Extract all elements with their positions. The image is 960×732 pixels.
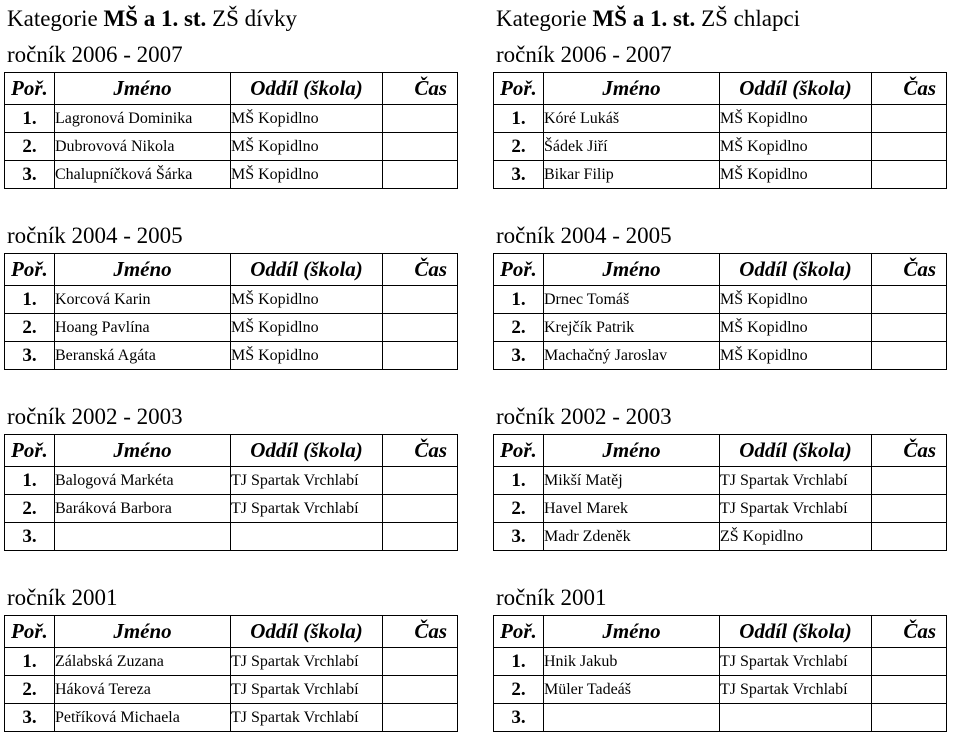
results-table bbox=[493, 434, 947, 551]
table-row bbox=[494, 648, 947, 676]
club-cell: TJ Spartak Vrchlabí bbox=[231, 467, 383, 495]
time-cell bbox=[383, 676, 458, 704]
club-cell: TJ Spartak Vrchlabí bbox=[231, 704, 383, 732]
table-row bbox=[5, 495, 458, 523]
time-cell bbox=[383, 314, 458, 342]
name-cell: Müler Tadeáš bbox=[544, 676, 720, 704]
results-section bbox=[4, 400, 459, 551]
name-cell: Bikar Filip bbox=[544, 161, 720, 189]
rank-cell: 3. bbox=[494, 704, 544, 732]
rank-cell: 3. bbox=[5, 523, 55, 551]
rank-cell: 2. bbox=[494, 495, 544, 523]
table-row bbox=[5, 467, 458, 495]
results-section bbox=[4, 581, 459, 732]
rank-cell: 2. bbox=[5, 314, 55, 342]
club-cell: MŠ Kopidlno bbox=[231, 342, 383, 370]
table-row bbox=[494, 704, 947, 732]
time-cell bbox=[383, 133, 458, 161]
table-row bbox=[494, 676, 947, 704]
section-spacer bbox=[493, 551, 948, 581]
table-row bbox=[494, 523, 947, 551]
rank-cell: 1. bbox=[494, 467, 544, 495]
header-name: Jméno bbox=[544, 73, 720, 105]
name-cell: Hoang Pavlína bbox=[55, 314, 231, 342]
club-cell: MŠ Kopidlno bbox=[231, 105, 383, 133]
header-club: Oddíl (škola) bbox=[231, 254, 383, 286]
header-name: Jméno bbox=[544, 254, 720, 286]
section-spacer bbox=[4, 189, 459, 219]
name-cell: Baráková Barbora bbox=[55, 495, 231, 523]
table-row bbox=[494, 105, 947, 133]
category-title-prefix: Kategorie bbox=[7, 6, 104, 31]
year-title: ročník 2001 bbox=[496, 585, 607, 610]
header-club: Oddíl (škola) bbox=[720, 616, 872, 648]
results-table bbox=[493, 615, 947, 732]
table-row bbox=[494, 133, 947, 161]
header-time: Čas bbox=[383, 435, 458, 467]
header-club: Oddíl (škola) bbox=[231, 616, 383, 648]
table-row bbox=[5, 314, 458, 342]
category-title-girls bbox=[4, 0, 459, 38]
year-title: ročník 2002 - 2003 bbox=[7, 404, 183, 429]
header-rank: Poř. bbox=[494, 254, 544, 286]
club-cell: MŠ Kopidlno bbox=[720, 342, 872, 370]
table-row bbox=[494, 467, 947, 495]
name-cell: Petříková Michaela bbox=[55, 704, 231, 732]
table-row bbox=[5, 648, 458, 676]
club-cell: MŠ Kopidlno bbox=[231, 286, 383, 314]
girls-column bbox=[4, 0, 459, 732]
results-table bbox=[493, 72, 947, 189]
name-cell: Zálabská Zuzana bbox=[55, 648, 231, 676]
table-header-row bbox=[494, 616, 947, 648]
header-club: Oddíl (škola) bbox=[231, 73, 383, 105]
rank-cell: 2. bbox=[5, 133, 55, 161]
time-cell bbox=[383, 105, 458, 133]
club-cell: MŠ Kopidlno bbox=[231, 314, 383, 342]
time-cell bbox=[872, 161, 947, 189]
header-time: Čas bbox=[383, 254, 458, 286]
club-cell: MŠ Kopidlno bbox=[720, 133, 872, 161]
boys-column bbox=[493, 0, 948, 732]
results-section bbox=[493, 400, 948, 551]
name-cell: Madr Zdeněk bbox=[544, 523, 720, 551]
time-cell bbox=[383, 467, 458, 495]
time-cell bbox=[383, 161, 458, 189]
results-section bbox=[493, 38, 948, 189]
header-name: Jméno bbox=[544, 435, 720, 467]
rank-cell: 1. bbox=[5, 286, 55, 314]
time-cell bbox=[872, 286, 947, 314]
header-club: Oddíl (škola) bbox=[231, 435, 383, 467]
results-table bbox=[4, 434, 458, 551]
time-cell bbox=[872, 342, 947, 370]
header-time: Čas bbox=[383, 616, 458, 648]
category-title-suffix: ZŠ chlapci bbox=[695, 6, 801, 31]
time-cell bbox=[872, 105, 947, 133]
table-row bbox=[5, 161, 458, 189]
name-cell: Chalupníčková Šárka bbox=[55, 161, 231, 189]
table-header-row bbox=[494, 73, 947, 105]
time-cell bbox=[872, 133, 947, 161]
rank-cell: 1. bbox=[5, 467, 55, 495]
header-club: Oddíl (škola) bbox=[720, 254, 872, 286]
name-cell: Machačný Jaroslav bbox=[544, 342, 720, 370]
rank-cell: 3. bbox=[494, 161, 544, 189]
time-cell bbox=[872, 704, 947, 732]
rank-cell: 2. bbox=[5, 495, 55, 523]
rank-cell: 3. bbox=[5, 161, 55, 189]
name-cell: Drnec Tomáš bbox=[544, 286, 720, 314]
name-cell: Korcová Karin bbox=[55, 286, 231, 314]
table-header-row bbox=[494, 254, 947, 286]
table-header-row bbox=[494, 435, 947, 467]
club-cell: MŠ Kopidlno bbox=[720, 161, 872, 189]
table-row bbox=[5, 105, 458, 133]
header-name: Jméno bbox=[55, 435, 231, 467]
name-cell: Šádek Jiří bbox=[544, 133, 720, 161]
time-cell bbox=[872, 314, 947, 342]
rank-cell: 3. bbox=[5, 704, 55, 732]
section-spacer bbox=[493, 189, 948, 219]
year-title: ročník 2004 - 2005 bbox=[496, 223, 672, 248]
time-cell bbox=[383, 286, 458, 314]
results-table bbox=[4, 615, 458, 732]
club-cell: TJ Spartak Vrchlabí bbox=[231, 495, 383, 523]
rank-cell: 3. bbox=[494, 523, 544, 551]
header-rank: Poř. bbox=[5, 616, 55, 648]
club-cell: TJ Spartak Vrchlabí bbox=[231, 676, 383, 704]
year-title: ročník 2002 - 2003 bbox=[496, 404, 672, 429]
category-title-boys bbox=[493, 0, 948, 38]
header-rank: Poř. bbox=[494, 435, 544, 467]
time-cell bbox=[872, 676, 947, 704]
table-header-row bbox=[5, 73, 458, 105]
name-cell: Kóré Lukáš bbox=[544, 105, 720, 133]
time-cell bbox=[383, 704, 458, 732]
table-header-row bbox=[5, 616, 458, 648]
header-club: Oddíl (škola) bbox=[720, 435, 872, 467]
year-title: ročník 2006 - 2007 bbox=[496, 42, 672, 67]
name-cell: Háková Tereza bbox=[55, 676, 231, 704]
header-name: Jméno bbox=[55, 616, 231, 648]
time-cell bbox=[383, 648, 458, 676]
table-row bbox=[494, 342, 947, 370]
header-time: Čas bbox=[872, 254, 947, 286]
table-row bbox=[494, 286, 947, 314]
rank-cell: 2. bbox=[494, 133, 544, 161]
name-cell: Mikší Matěj bbox=[544, 467, 720, 495]
time-cell bbox=[383, 523, 458, 551]
rank-cell: 1. bbox=[494, 105, 544, 133]
rank-cell: 1. bbox=[5, 105, 55, 133]
table-row bbox=[494, 314, 947, 342]
year-title: ročník 2001 bbox=[7, 585, 118, 610]
time-cell bbox=[872, 495, 947, 523]
club-cell: MŠ Kopidlno bbox=[720, 286, 872, 314]
club-cell: TJ Spartak Vrchlabí bbox=[720, 676, 872, 704]
table-row bbox=[5, 523, 458, 551]
club-cell: ZŠ Kopidlno bbox=[720, 523, 872, 551]
results-section bbox=[493, 581, 948, 732]
name-cell bbox=[544, 704, 720, 732]
time-cell bbox=[383, 342, 458, 370]
results-section bbox=[4, 219, 459, 370]
rank-cell: 2. bbox=[5, 676, 55, 704]
header-club: Oddíl (škola) bbox=[720, 73, 872, 105]
club-cell: TJ Spartak Vrchlabí bbox=[720, 495, 872, 523]
table-row bbox=[5, 704, 458, 732]
rank-cell: 1. bbox=[494, 648, 544, 676]
club-cell bbox=[720, 704, 872, 732]
header-time: Čas bbox=[872, 616, 947, 648]
header-rank: Poř. bbox=[5, 254, 55, 286]
results-table bbox=[493, 253, 947, 370]
club-cell: MŠ Kopidlno bbox=[720, 314, 872, 342]
table-row bbox=[494, 495, 947, 523]
year-title: ročník 2006 - 2007 bbox=[7, 42, 183, 67]
section-spacer bbox=[493, 370, 948, 400]
header-time: Čas bbox=[383, 73, 458, 105]
table-row bbox=[494, 161, 947, 189]
header-rank: Poř. bbox=[5, 435, 55, 467]
name-cell: Hnik Jakub bbox=[544, 648, 720, 676]
name-cell: Beranská Agáta bbox=[55, 342, 231, 370]
name-cell: Dubrovová Nikola bbox=[55, 133, 231, 161]
rank-cell: 2. bbox=[494, 676, 544, 704]
results-section bbox=[4, 38, 459, 189]
header-time: Čas bbox=[872, 73, 947, 105]
time-cell bbox=[872, 648, 947, 676]
table-header-row bbox=[5, 254, 458, 286]
category-title-bold: MŠ a 1. st. bbox=[592, 6, 696, 31]
name-cell: Balogová Markéta bbox=[55, 467, 231, 495]
rank-cell: 1. bbox=[494, 286, 544, 314]
time-cell bbox=[872, 523, 947, 551]
header-rank: Poř. bbox=[5, 73, 55, 105]
club-cell: MŠ Kopidlno bbox=[231, 133, 383, 161]
category-title-bold: MŠ a 1. st. bbox=[103, 6, 207, 31]
name-cell bbox=[55, 523, 231, 551]
table-header-row bbox=[5, 435, 458, 467]
table-row bbox=[5, 676, 458, 704]
section-spacer bbox=[4, 370, 459, 400]
header-name: Jméno bbox=[55, 73, 231, 105]
club-cell: MŠ Kopidlno bbox=[231, 161, 383, 189]
name-cell: Havel Marek bbox=[544, 495, 720, 523]
club-cell: TJ Spartak Vrchlabí bbox=[720, 467, 872, 495]
club-cell: MŠ Kopidlno bbox=[720, 105, 872, 133]
table-row bbox=[5, 133, 458, 161]
time-cell bbox=[872, 467, 947, 495]
header-time: Čas bbox=[872, 435, 947, 467]
rank-cell: 3. bbox=[5, 342, 55, 370]
club-cell bbox=[231, 523, 383, 551]
time-cell bbox=[383, 495, 458, 523]
header-name: Jméno bbox=[544, 616, 720, 648]
header-name: Jméno bbox=[55, 254, 231, 286]
results-table bbox=[4, 253, 458, 370]
category-title-suffix: ZŠ dívky bbox=[206, 6, 298, 31]
results-section bbox=[493, 219, 948, 370]
section-spacer bbox=[4, 551, 459, 581]
header-rank: Poř. bbox=[494, 616, 544, 648]
club-cell: TJ Spartak Vrchlabí bbox=[231, 648, 383, 676]
year-title: ročník 2004 - 2005 bbox=[7, 223, 183, 248]
rank-cell: 3. bbox=[494, 342, 544, 370]
club-cell: TJ Spartak Vrchlabí bbox=[720, 648, 872, 676]
name-cell: Lagronová Dominika bbox=[55, 105, 231, 133]
header-rank: Poř. bbox=[494, 73, 544, 105]
results-table bbox=[4, 72, 458, 189]
category-title-prefix: Kategorie bbox=[496, 6, 593, 31]
rank-cell: 1. bbox=[5, 648, 55, 676]
table-row bbox=[5, 342, 458, 370]
name-cell: Krejčík Patrik bbox=[544, 314, 720, 342]
rank-cell: 2. bbox=[494, 314, 544, 342]
table-row bbox=[5, 286, 458, 314]
